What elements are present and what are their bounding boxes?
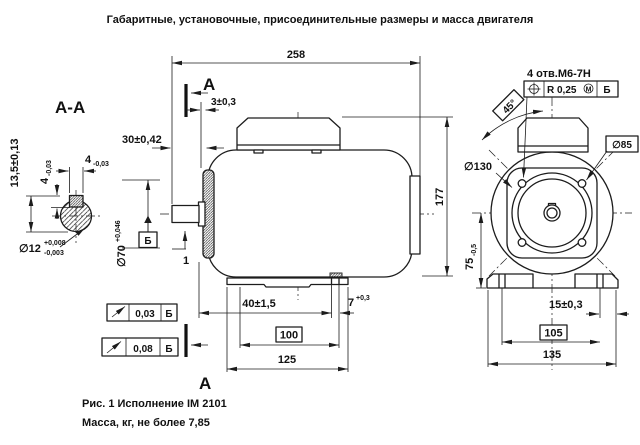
dim-foot-span-front: 105 bbox=[544, 327, 563, 340]
foot-pad bbox=[487, 274, 533, 288]
keyway-hatch bbox=[70, 196, 84, 208]
holes-note: 4 отв.М6-7Н bbox=[527, 68, 591, 80]
dim-shaft-diameter bbox=[19, 240, 66, 257]
flange-hole bbox=[578, 180, 586, 188]
svg-text:Б: Б bbox=[165, 344, 173, 355]
svg-text:75: 75 bbox=[464, 257, 476, 270]
svg-text:М: М bbox=[585, 86, 592, 94]
dim-overall-height bbox=[434, 188, 446, 206]
dim-key-depth bbox=[39, 160, 53, 184]
dim-step: 1 bbox=[182, 255, 190, 267]
flange-hole bbox=[518, 239, 526, 247]
terminal-box-front bbox=[518, 118, 588, 152]
svg-text:-0,5: -0,5 bbox=[471, 243, 478, 256]
section-view-label: А-А bbox=[55, 98, 86, 117]
svg-text:0,03: 0,03 bbox=[135, 309, 155, 320]
caption-line-1: Рис. 1 Исполнение IM 2101 bbox=[82, 398, 227, 410]
svg-text:45°: 45° bbox=[500, 97, 520, 117]
dim-overall-length: 258 bbox=[286, 49, 306, 61]
foot-base bbox=[227, 278, 348, 287]
runout-frame-2 bbox=[102, 338, 178, 356]
section-label-bottom: А bbox=[199, 374, 212, 393]
svg-text:+0,3: +0,3 bbox=[356, 295, 370, 302]
runout-frame-1 bbox=[107, 304, 177, 321]
dim-slot-width bbox=[348, 295, 370, 309]
svg-text:+0,046: +0,046 bbox=[115, 220, 122, 242]
dim-body-diameter: ∅130 bbox=[464, 161, 492, 173]
dim-foot-offset: 15±0,3 bbox=[549, 299, 583, 311]
shaft bbox=[172, 206, 199, 223]
dim-shaft-extension: 30±0,42 bbox=[122, 134, 162, 146]
caption-line-2: Масса, кг, не более 7,85 bbox=[82, 417, 210, 429]
dim-bolt-circle: ∅85 bbox=[612, 140, 632, 151]
datum-triangle-icon bbox=[144, 216, 152, 224]
svg-text:7: 7 bbox=[348, 297, 355, 309]
svg-text:4: 4 bbox=[39, 177, 51, 184]
dim-foot-hole: 40±1,5 bbox=[242, 298, 276, 310]
dim-axis-height bbox=[464, 244, 478, 270]
svg-text:∅12: ∅12 bbox=[19, 243, 41, 255]
dim-foot-span: 100 bbox=[279, 329, 299, 342]
side-view bbox=[102, 49, 453, 393]
datum-label: Б bbox=[144, 236, 152, 247]
section-label-top: А bbox=[203, 75, 216, 94]
svg-text:-0,003: -0,003 bbox=[44, 250, 64, 257]
flange-hole bbox=[578, 239, 586, 247]
svg-text:R 0,25: R 0,25 bbox=[547, 85, 577, 96]
flange-hole bbox=[518, 180, 526, 188]
fan-cover-rib bbox=[410, 176, 420, 254]
dim-angle bbox=[493, 90, 525, 122]
svg-text:∅70: ∅70 bbox=[116, 245, 128, 267]
svg-text:177: 177 bbox=[434, 187, 446, 207]
foot-slot-detail bbox=[330, 273, 342, 278]
dim-base-length: 125 bbox=[277, 354, 297, 366]
svg-text:+0,008: +0,008 bbox=[44, 240, 66, 247]
dim-base-width: 135 bbox=[542, 349, 562, 361]
dim-key-width bbox=[85, 154, 109, 168]
svg-text:Б: Б bbox=[165, 309, 173, 320]
svg-text:-0,03: -0,03 bbox=[46, 160, 53, 176]
svg-text:Б: Б bbox=[603, 85, 611, 96]
dim-spigot-diameter bbox=[115, 220, 128, 267]
svg-text:0,08: 0,08 bbox=[133, 344, 153, 355]
svg-text:4: 4 bbox=[85, 154, 92, 166]
dim-gap: 3±0,3 bbox=[211, 97, 236, 108]
section-view-a-a bbox=[9, 98, 109, 257]
svg-text:-0,03: -0,03 bbox=[93, 161, 109, 168]
dim-shaft-height: 13,5±0,13 bbox=[9, 138, 21, 188]
drawing-title: Габаритные, установочные, присоединительные размеры и масса двигателя bbox=[106, 14, 534, 26]
front-view bbox=[464, 68, 638, 370]
motor-body bbox=[208, 150, 412, 277]
